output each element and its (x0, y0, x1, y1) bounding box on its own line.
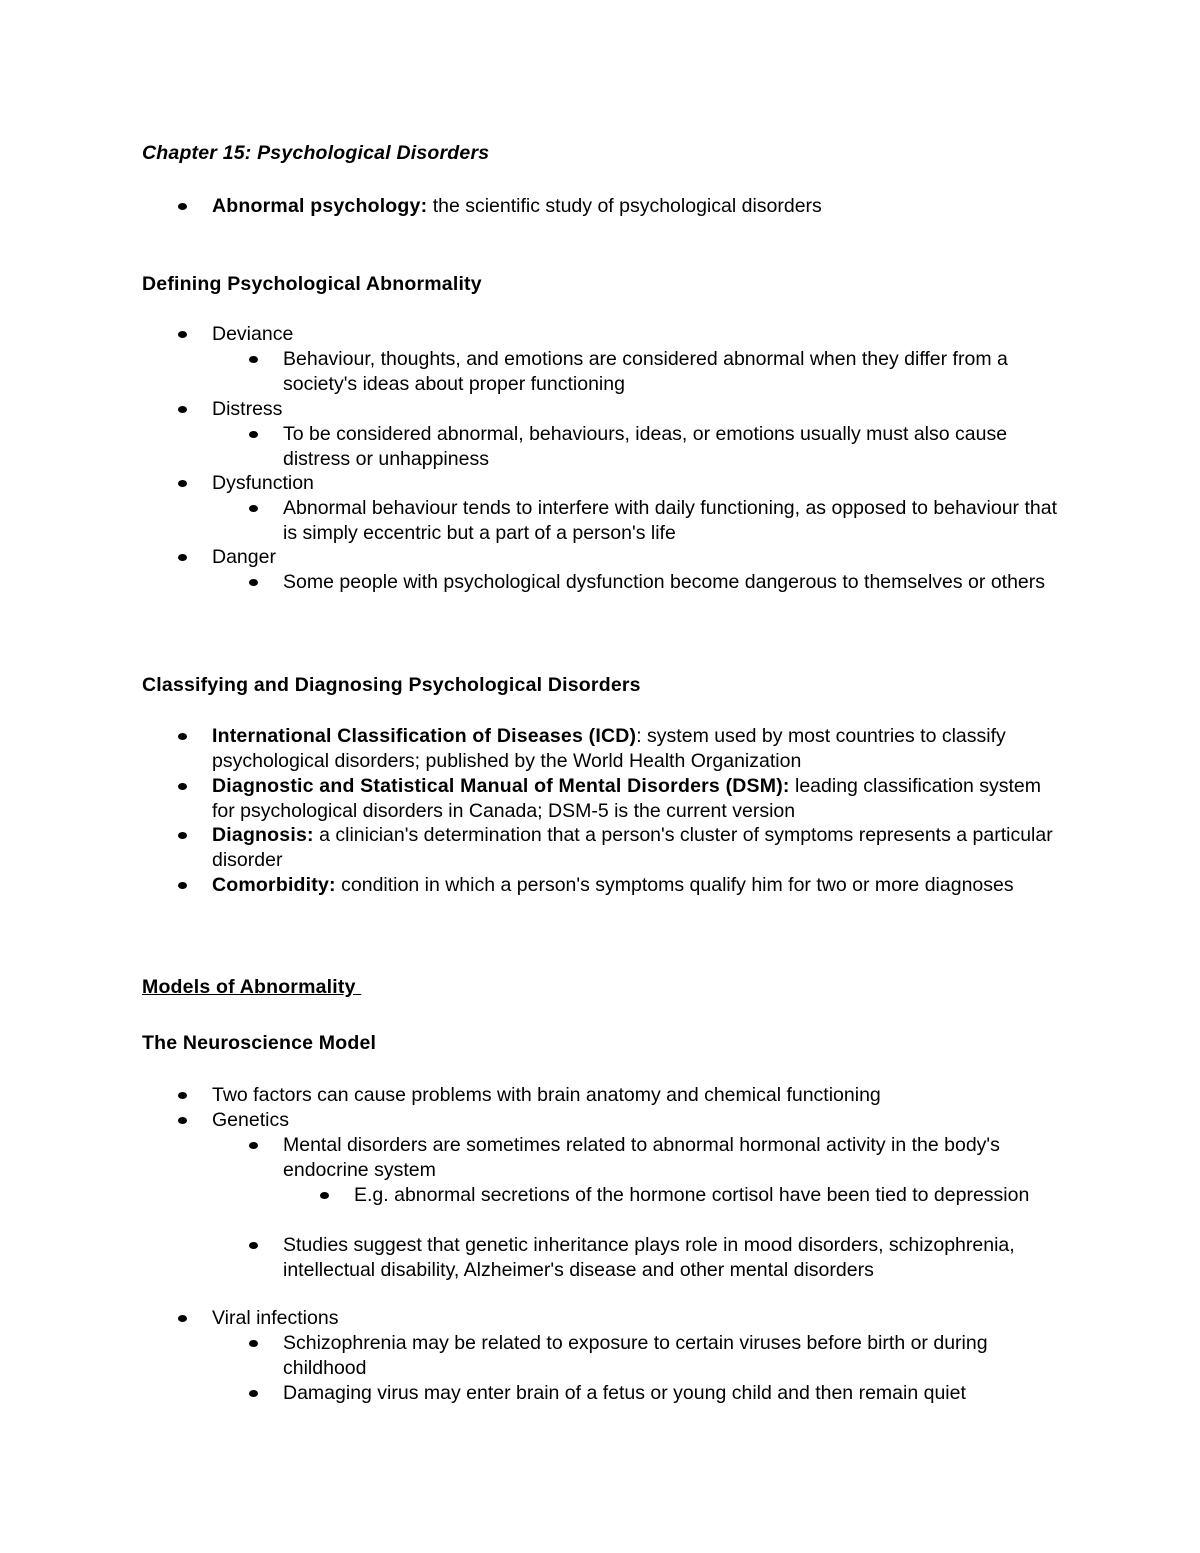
section-heading-models: Models of Abnormality (142, 976, 362, 998)
bullet-icon (178, 554, 187, 561)
bullet-icon (178, 1117, 187, 1124)
list-item-dysfunction (212, 471, 1062, 496)
list-item-deviance (212, 322, 1062, 347)
item-text: To be considered abnormal, behaviours, ideas, or emotions usually must also cause distress or unhappiness (283, 423, 1008, 470)
term-label: Diagnostic and Statistical Manual of Mental Disorders (DSM): (212, 775, 790, 797)
item-label: Distress (212, 398, 283, 420)
bullet-icon (178, 1315, 187, 1322)
bullet-icon (178, 832, 187, 839)
list-item-viral-infections (212, 1306, 1062, 1331)
item-text: Abnormal behaviour tends to interfere with daily functioning, as opposed to behaviour that is simply eccentric but a part of a person's life (283, 497, 1057, 544)
list-item-two-factors (212, 1083, 1062, 1108)
sub-item-endocrine (283, 1133, 1063, 1183)
sub-item-danger (283, 570, 1063, 595)
sub-sub-item-cortisol (354, 1183, 1054, 1208)
list-item-diagnosis (212, 823, 1062, 873)
bullet-icon (178, 480, 187, 487)
bullet-icon (249, 356, 258, 363)
item-label: Deviance (212, 323, 294, 345)
bullet-icon (249, 579, 258, 586)
item-text: Two factors can cause problems with brain anatomy and chemical functioning (212, 1084, 881, 1106)
list-item-dsm (212, 774, 1062, 824)
bullet-icon (320, 1192, 329, 1199)
definition-text: condition in which a person's symptoms qualify him for two or more diagnoses (335, 874, 1014, 896)
term-label: Diagnosis: (212, 824, 314, 846)
sub-item-inheritance (283, 1233, 1063, 1283)
term-label: International Classification of Diseases (ICD) (212, 725, 637, 747)
item-text: E.g. abnormal secretions of the hormone cortisol have been tied to depression (354, 1184, 1030, 1206)
list-item-distress (212, 397, 1062, 422)
item-text: Schizophrenia may be related to exposure to certain viruses before birth or during childhood (283, 1332, 988, 1379)
definition-text: the scientific study of psychological disorders (427, 195, 822, 217)
definition-text: a clinician's determination that a person's cluster of symptoms represents a particular disorder (212, 824, 1053, 871)
bullet-icon (249, 1340, 258, 1347)
bullet-icon (249, 1142, 258, 1149)
bullet-icon (178, 882, 187, 889)
bullet-icon (178, 406, 187, 413)
list-item-comorbidity (212, 873, 1062, 898)
item-text: Some people with psychological dysfunction become dangerous to themselves or others (283, 571, 1046, 593)
section-heading-classifying: Classifying and Diagnosing Psychological Disorders (142, 674, 641, 696)
bullet-icon (249, 431, 258, 438)
bullet-icon (249, 1242, 258, 1249)
section-heading-neuroscience: The Neuroscience Model (142, 1032, 377, 1054)
definition-text: leading classification system for psychological disorders in Canada; DSM-5 is the current version (212, 775, 1042, 822)
chapter-title: Chapter 15: Psychological Disorders (142, 142, 490, 164)
bullet-icon (178, 783, 187, 790)
item-text: Mental disorders are sometimes related to abnormal hormonal activity in the body's endocrine system (283, 1134, 1000, 1181)
item-text: Behaviour, thoughts, and emotions are considered abnormal when they differ from a society's ideas about proper functioning (283, 348, 1008, 395)
section-heading-defining: Defining Psychological Abnormality (142, 273, 482, 295)
list-item-danger (212, 545, 1062, 570)
sub-item-damaging-virus (283, 1381, 1063, 1406)
bullet-icon (178, 203, 187, 210)
definition-text: : system used by most countries to classify psychological disorders; published by the World Health Organization (212, 725, 1006, 772)
sub-item-deviance (283, 347, 1063, 397)
list-item-genetics (212, 1108, 1062, 1133)
list-item-abnormal-psychology (212, 194, 1062, 219)
list-item-icd (212, 724, 1062, 774)
bullet-icon (178, 331, 187, 338)
item-text: Studies suggest that genetic inheritance plays role in mood disorders, schizophrenia, intellectual disability, Alzheimer's disease and other mental disorders (283, 1234, 1015, 1281)
bullet-icon (249, 1390, 258, 1397)
item-label: Danger (212, 546, 276, 568)
sub-item-dysfunction (283, 496, 1063, 546)
item-label: Dysfunction (212, 472, 314, 494)
bullet-icon (178, 733, 187, 740)
term-label: Comorbidity: (212, 874, 336, 896)
item-label: Genetics (212, 1109, 289, 1131)
sub-item-distress (283, 422, 1063, 472)
item-text: Damaging virus may enter brain of a fetus or young child and then remain quiet (283, 1382, 966, 1404)
item-label: Viral infections (212, 1307, 339, 1329)
bullet-icon (249, 505, 258, 512)
sub-item-schizophrenia (283, 1331, 1063, 1381)
bullet-icon (178, 1092, 187, 1099)
term-label: Abnormal psychology: (212, 195, 428, 217)
